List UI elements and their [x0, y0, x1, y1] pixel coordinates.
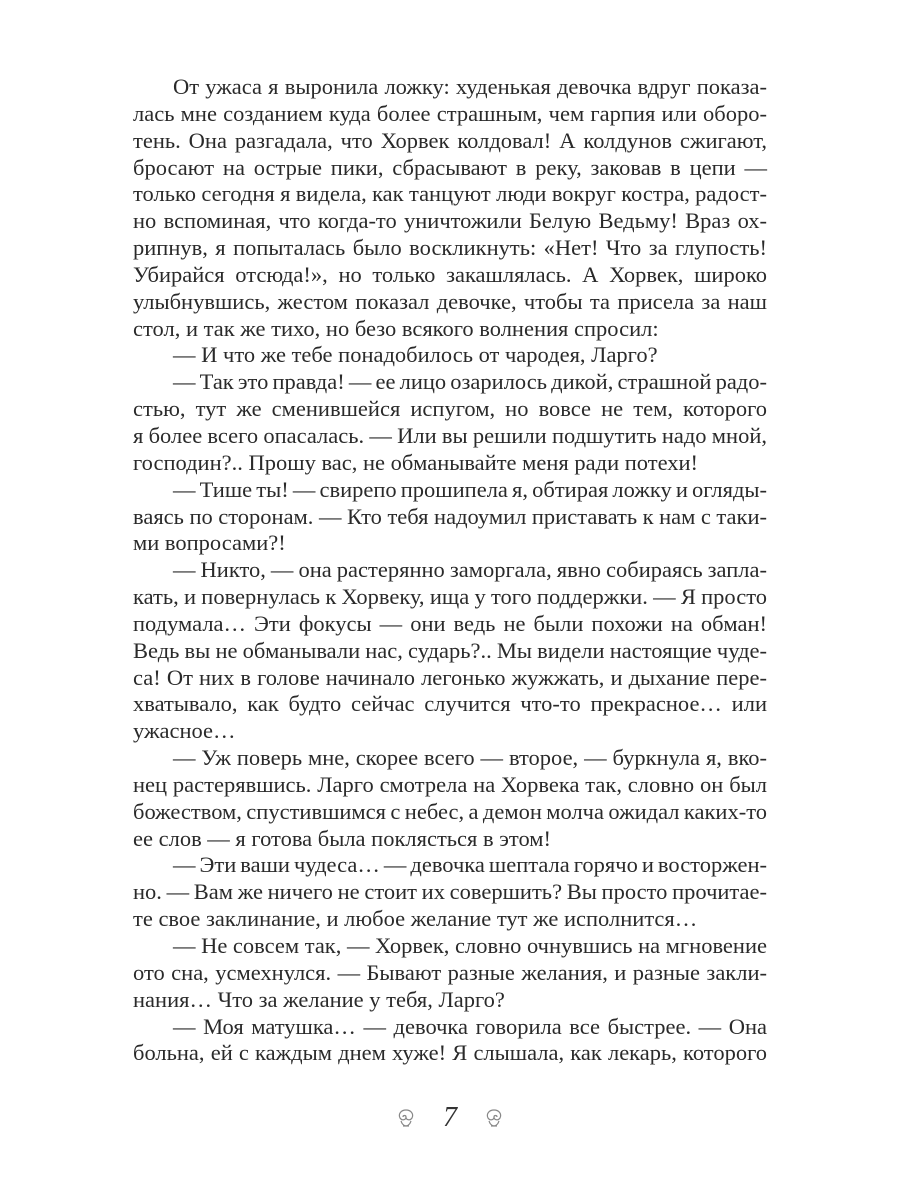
- text-line-content: рипнув, я попыталась было воскликнуть: «Нет! Что за глупость!: [133, 235, 767, 261]
- text-line-content: больна, ей с каждым днем хуже! Я слышала, как лекарь, которого: [133, 1040, 767, 1066]
- text-line: [133, 879, 767, 906]
- text-line-content: господин?.. Прошу вас, не обманывайте меня ради потехи!: [133, 449, 699, 475]
- text-line-content: те свое заклинание, и любое желание тут же исполнится…: [133, 906, 698, 932]
- text-line: [133, 235, 767, 262]
- text-line: [133, 342, 767, 369]
- text-line: [133, 74, 767, 101]
- text-line-content: ото сна, усмехнулся. — Бывают разные желания, и разные закли-: [133, 959, 767, 985]
- text-line-content: Ведь вы не обманывали нас, сударь?.. Мы видели настоящие чуде-: [133, 637, 767, 663]
- text-line: [133, 718, 767, 745]
- text-line-content: кать, и повернулась к Хорвеку, ища у того поддержки. — Я просто: [133, 584, 767, 610]
- text-line: [133, 423, 767, 450]
- text-line-content: От ужаса я выронила ложку: худенькая девочка вдруг показа-: [173, 74, 767, 99]
- text-line-content: улыбнувшись, жестом показал девочке, чтобы та присела за наш: [133, 288, 767, 314]
- text-line: [133, 906, 767, 933]
- text-line-content: — Эти ваши чудеса… — девочка шептала горячо и восторжен-: [173, 852, 767, 878]
- text-line-content: лась мне созданием куда более страшным, чем гарпия или оборо-: [133, 100, 767, 126]
- text-line-content: тень. Она разгадала, что Хорвек колдовал! А колдунов сжигают,: [133, 127, 767, 153]
- text-line-content: но. — Вам же ничего не стоит их совершить? Вы просто прочитае-: [133, 879, 767, 905]
- text-line-content: — И что же тебе понадобилось от чародея, Ларго?: [173, 342, 658, 368]
- text-line: [133, 611, 767, 638]
- text-line-content: — Моя матушка… — девочка говорила все быстрее. — Она: [173, 1013, 767, 1039]
- text-line-content: ужасное…: [133, 718, 236, 744]
- text-line-content: са! От них в голове начинало легонько жужжать, и дыхание пере-: [133, 664, 767, 690]
- text-line: [133, 477, 767, 504]
- swirl-ornament-icon: [483, 1107, 505, 1129]
- text-line: [133, 369, 767, 396]
- text-line: [133, 101, 767, 128]
- text-line-content: нец растерявшись. Ларго смотрела на Хорвека так, словно он был: [133, 771, 767, 797]
- page-footer: [0, 1098, 900, 1138]
- text-line: [133, 852, 767, 879]
- text-line-content: только сегодня я видела, как танцуют люди вокруг костра, радост-: [133, 181, 767, 207]
- swirl-ornament-icon: [395, 1107, 417, 1129]
- text-line: [133, 826, 767, 853]
- text-line: [133, 1040, 767, 1067]
- text-line-content: нания… Что за желание у тебя, Ларго?: [133, 986, 505, 1012]
- text-line-content: ваясь по сторонам. — Кто тебя надоумил приставать к нам с таки-: [133, 503, 767, 529]
- text-line: [133, 691, 767, 718]
- text-line-content: стью, тут же сменившейся испугом, но вовсе не тем, которого: [133, 396, 767, 422]
- page-number: 7: [443, 1102, 457, 1133]
- text-line-content: — Так это правда! — ее лицо озарилось дикой, страшной радо-: [173, 369, 768, 395]
- text-line: [133, 933, 767, 960]
- text-line-content: — Никто, — она растерянно заморгала, явно собираясь запла-: [173, 557, 767, 583]
- text-line: [133, 396, 767, 423]
- text-line-content: стол, и так же тихо, но безо всякого волнения спросил:: [133, 315, 659, 341]
- text-line: [133, 638, 767, 665]
- text-line-content: — Уж поверь мне, скорее всего — второе, — буркнула я, вко-: [173, 745, 767, 771]
- text-line-content: хватывало, как будто сейчас случится что-то прекрасное… или: [133, 691, 767, 717]
- text-line: [133, 745, 767, 772]
- text-line: [133, 557, 767, 584]
- text-line: [133, 181, 767, 208]
- text-line-content: подумала… Эти фокусы — они ведь не были похожи на обман!: [133, 610, 767, 636]
- body-text: [133, 74, 767, 1067]
- text-line-content: — Тише ты! — свирепо прошипела я, обтирая ложку и огляды-: [173, 476, 767, 502]
- text-line: [133, 665, 767, 692]
- text-line-content: но вспоминая, что когда-то уничтожили Белую Ведьму! Враз ох-: [133, 208, 767, 234]
- text-line: [133, 155, 767, 182]
- text-line-content: я более всего опасалась. — Или вы решили подшутить надо мной,: [133, 422, 767, 448]
- text-line: [133, 584, 767, 611]
- text-line: [133, 262, 767, 289]
- text-line-content: божеством, спустившимся с небес, а демон молча ожидал каких-то: [133, 798, 767, 824]
- text-line: [133, 504, 767, 531]
- text-line: [133, 530, 767, 557]
- text-line: [133, 208, 767, 235]
- text-line-content: Убирайся отсюда!», но только закашлялась. А Хорвек, широко: [133, 261, 767, 287]
- text-line-content: бросают на острые пики, сбрасывают в реку, заковав в цепи —: [133, 154, 767, 180]
- text-line: [133, 1014, 767, 1041]
- text-line-content: — Не совсем так, — Хорвек, словно очнувшись на мгновение: [173, 933, 767, 958]
- text-line: [133, 289, 767, 316]
- text-line-content: ми вопросами?!: [133, 530, 286, 556]
- text-line: [133, 960, 767, 987]
- text-line-content: ее слов — я готова была поклясться в этом!: [133, 825, 551, 851]
- text-line: [133, 799, 767, 826]
- text-line: [133, 987, 767, 1014]
- text-line: [133, 450, 767, 477]
- text-line: [133, 128, 767, 155]
- text-line: [133, 772, 767, 799]
- text-line: [133, 316, 767, 343]
